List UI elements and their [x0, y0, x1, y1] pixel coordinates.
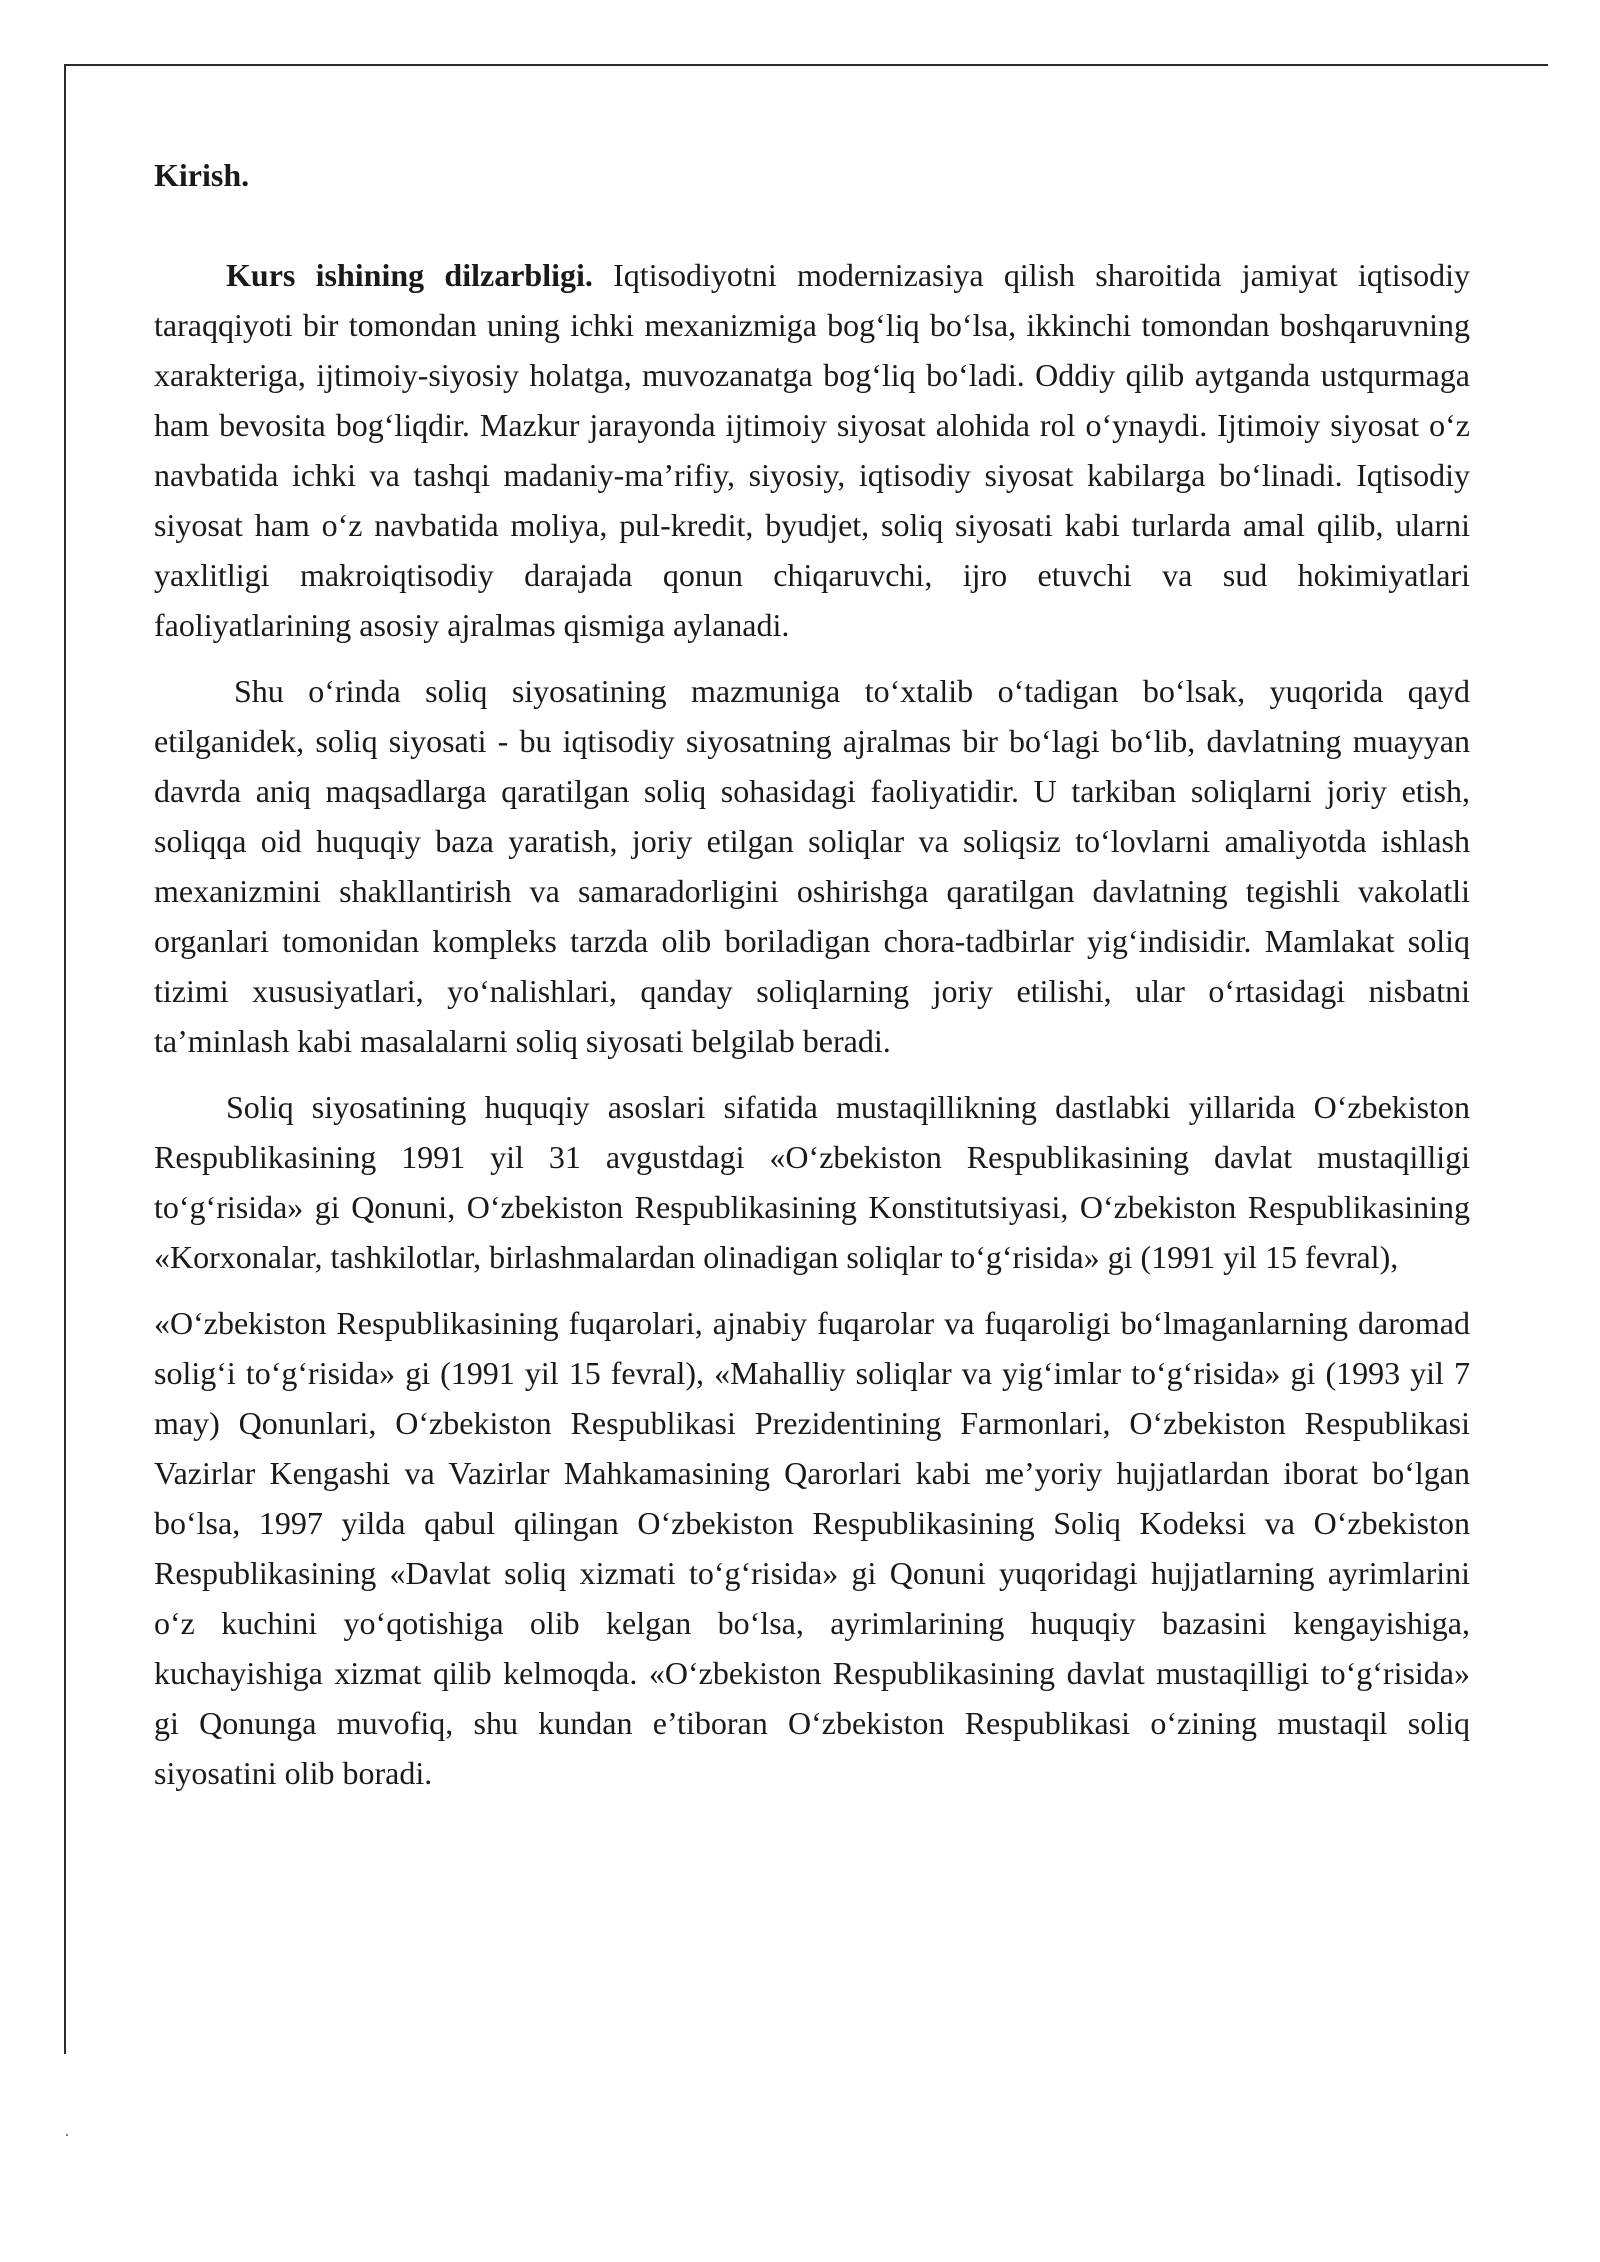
section-heading: Kirish. — [154, 157, 250, 193]
page-frame-left-border — [64, 64, 66, 2054]
paragraph-legal-basis: Soliq siyosatining huquqiy asoslari sifatida mustaqillikning dastlabki yillarida O‘zbekiston Respublikasining 1991 yil 31 avgustdagi «O‘zbekiston Respublikasining davlat mustaqilligi to‘g‘risida» gi Qonuni, O‘zbekiston Respublikasining Konstitutsiyasi, O‘zbekiston Respublikasining «Korxonalar, tashkilotlar, birlashmalardan olinadigan soliqlar to‘g‘risida» gi (1991 yil 15 fevral), — [154, 1089, 1470, 1275]
paragraph-text: Iqtisodiyotni modernizasiya qilish sharoitida jamiyat iqtisodiy taraqqiyoti bir tomondan uning ichki mexanizmiga bog‘liq bo‘lsa, ikkinchi tomondan boshqaruvning xarakteriga, ijtimoiy-siyosiy holatga, muvozanatga bog‘liq bo‘ladi. Oddiy qilib aytganda ustqurmaga ham bevosita bog‘liqdir. Mazkur jarayonda ijtimoiy siyosat alohida rol o‘ynaydi. Ijtimoiy siyosat o‘z navbatida ichki va tashqi madaniy-ma’rifiy, siyosiy, iqtisodiy siyosat kabilarga bo‘linadi. Iqtisodiy siyosat ham o‘z navbatida moliya, pul-kredit, byudjet, soliq siyosati kabi turlarda amal qilib, ularni yaxlitligi makroiqtisodiy darajada qonun chiqaruvchi, ijro etuvchi va sud hokimiyatlari faoliyatlarining asosiy ajralmas qismiga aylanadi. — [154, 257, 1471, 643]
paragraph-relevance — [154, 250, 1470, 650]
paragraph-tax-policy: Shu o‘rinda soliq siyosatining mazmuniga to‘xtalib o‘tadigan bo‘lsak, yuqorida qayd etilganidek, soliq siyosati - bu iqtisodiy siyosatning ajralmas bir bo‘lagi bo‘lib, davlatning muayyan davrda aniq maqsadlarga qaratilgan soliq sohasidagi faoliyatidir. U tarkiban soliqlarni joriy etish, soliqqa oid huquqiy baza yaratish, joriy etilgan soliqlar va soliqsiz to‘lovlarni amaliyotda ishlash mexanizmini shakllantirish va samaradorligini oshirishga qaratilgan davlatning tegishli vakolatli organlari tomonidan kompleks tarzda olib boriladigan chora-tadbirlar yig‘indisidir. Mamlakat soliq tizimi xususiyatlari, yo‘nalishlari, qanday soliqlarning joriy etilishi, ular o‘rtasidagi nisbatni ta’minlash kabi masalalarni soliq siyosati belgilab beradi. — [154, 673, 1470, 1059]
document-body — [154, 150, 1470, 1814]
page-frame-top-border — [64, 64, 1548, 66]
page-speck — [66, 2134, 68, 2136]
paragraph-laws-list: «O‘zbekiston Respublikasining fuqarolari, ajnabiy fuqarolar va fuqaroligi bo‘lmaganlarning daromad solig‘i to‘g‘risida» gi (1991 yil 15 fevral), «Mahalliy soliqlar va yig‘imlar to‘g‘risida» gi (1993 yil 7 may) Qonunlari, O‘zbekiston Respublikasi Prezidentining Farmonlari, O‘zbekiston Respublikasi Vazirlar Kengashi va Vazirlar Mahkamasining Qarorlari kabi me’yoriy hujjatlardan iborat bo‘lgan bo‘lsa, 1997 yilda qabul qilingan O‘zbekiston Respublikasining Soliq Kodeksi va O‘zbekiston Respublikasining «Davlat soliq xizmati to‘g‘risida» gi Qonuni yuqoridagi hujjatlarning ayrimlarini o‘z kuchini yo‘qotishiga olib kelgan bo‘lsa, ayrimlarining huquqiy bazasini kengayishiga, kuchayishiga xizmat qilib kelmoqda. «O‘zbekiston Respublikasining davlat mustaqilligi to‘g‘risida» gi Qonunga muvofiq, shu kundan e’tiboran O‘zbekiston Respublikasi o‘zining mustaqil soliq siyosatini olib boradi. — [154, 1305, 1470, 1791]
paragraph-lead: Kurs ishining dilzarbligi. — [226, 257, 593, 293]
